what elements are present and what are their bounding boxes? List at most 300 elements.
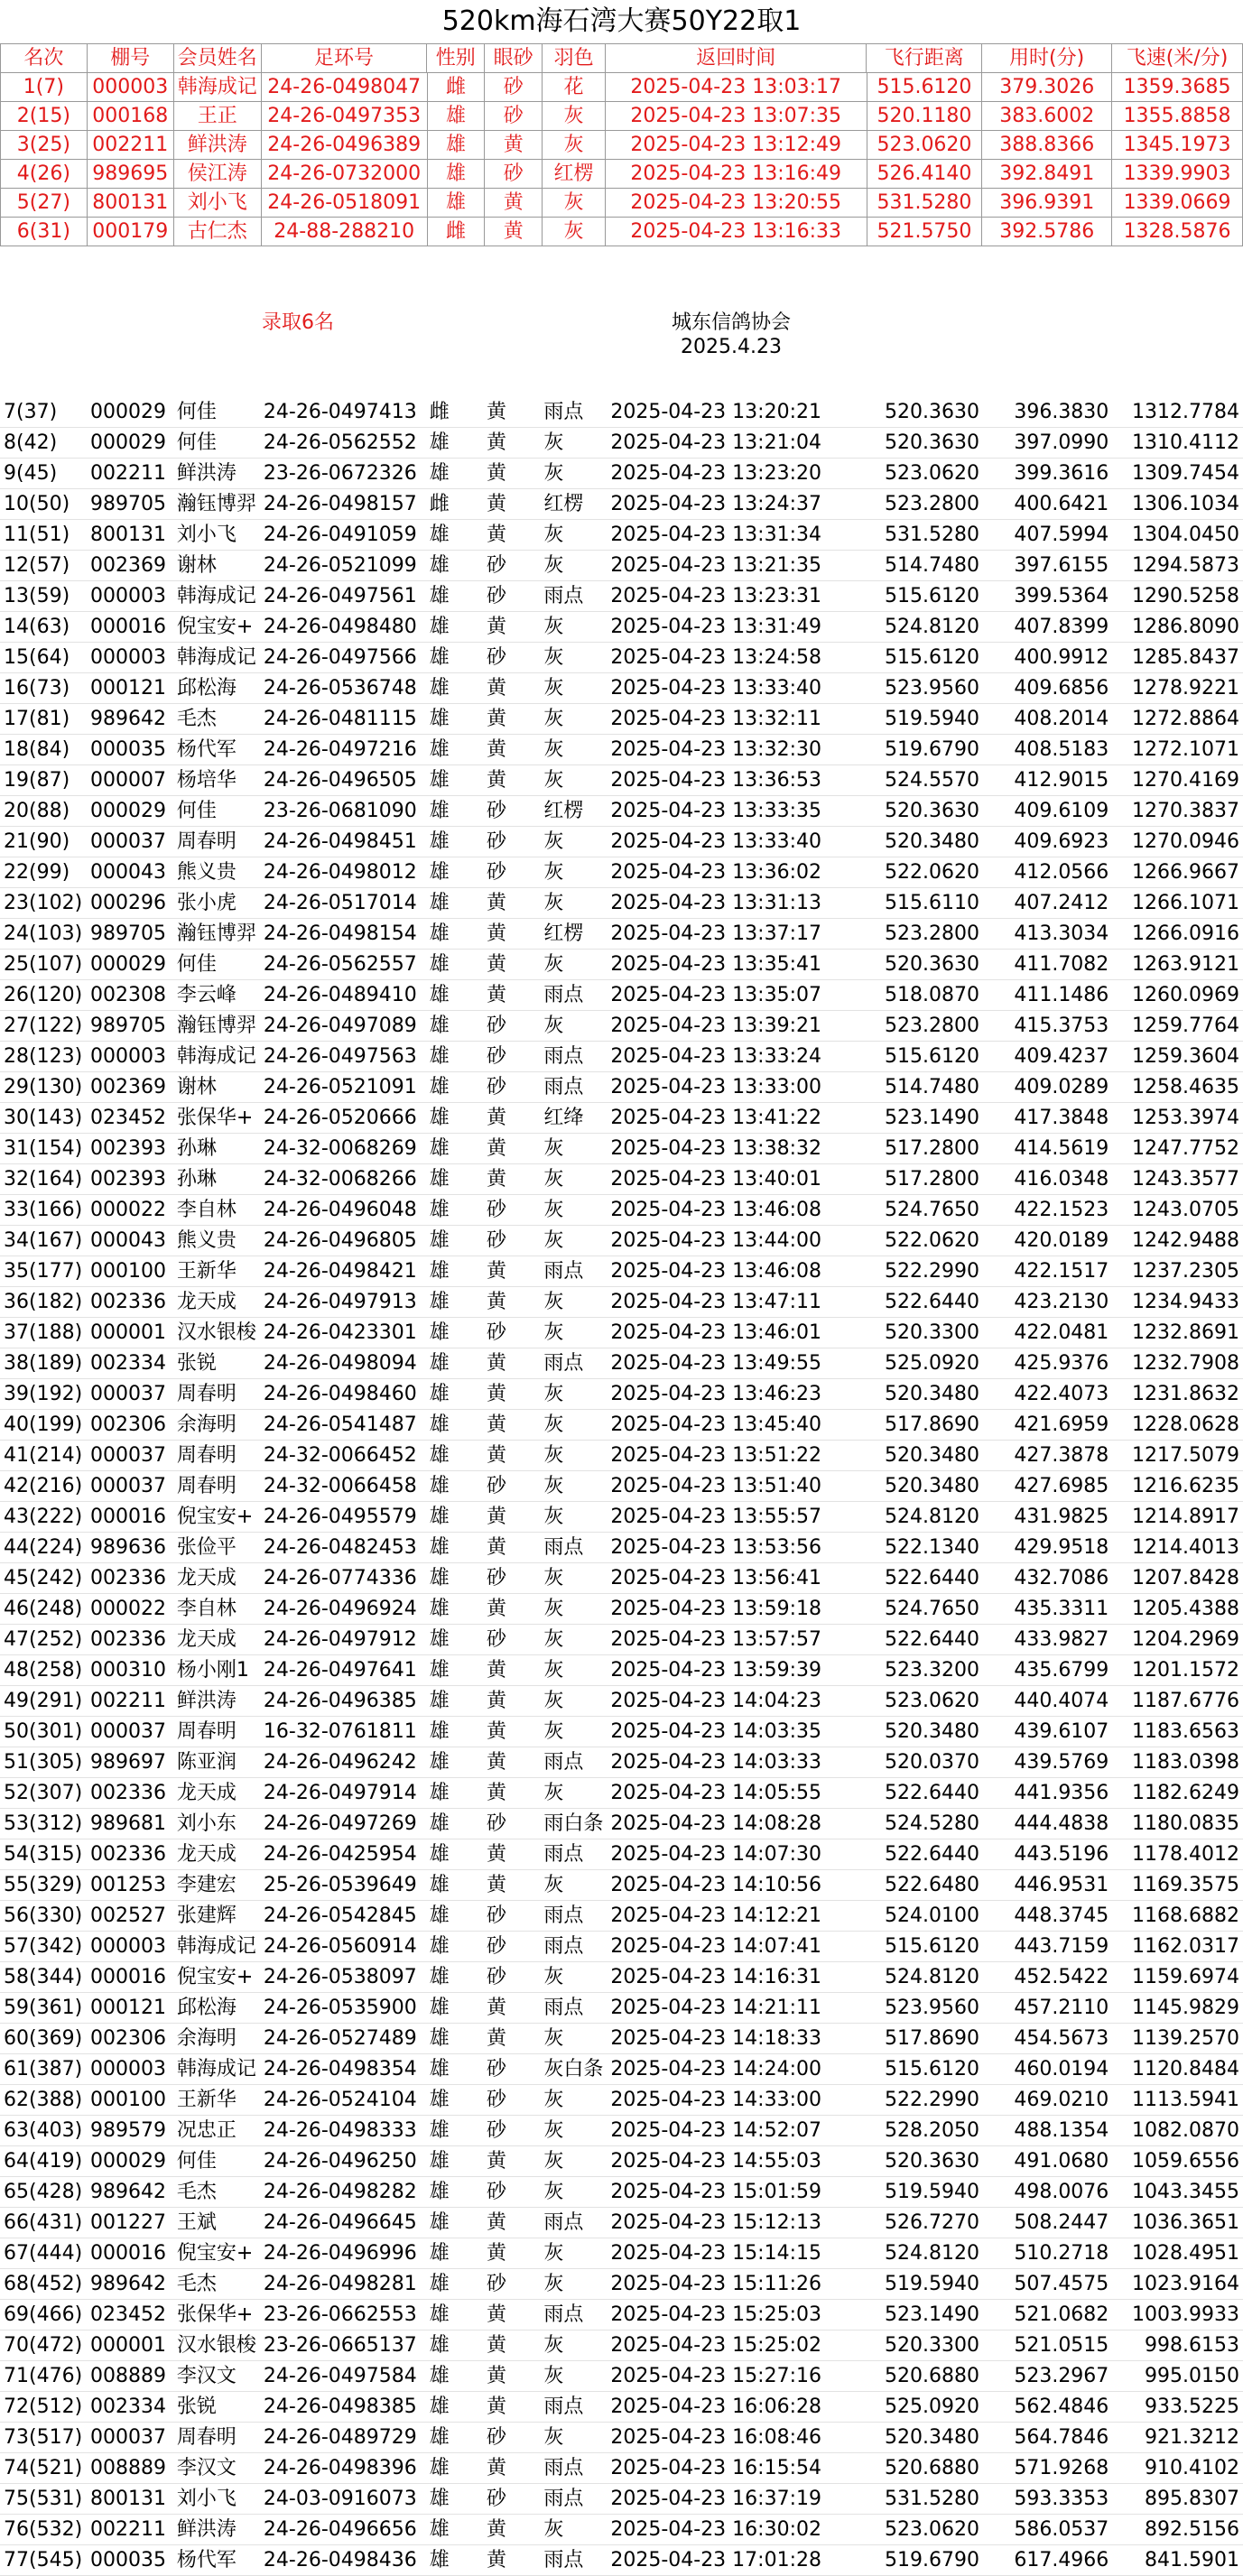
- cell-feather-color: 灰: [540, 520, 607, 551]
- cell-rank: 42(216): [0, 1471, 87, 1502]
- cell-sex: 雄: [426, 827, 483, 857]
- cell-flight-distance: 520.3480: [867, 1441, 983, 1471]
- cell-feather-color: 雨点: [540, 1932, 607, 1962]
- cell-speed: 910.4102: [1112, 2453, 1243, 2484]
- cell-flight-distance: 524.7650: [867, 1594, 983, 1625]
- cell-ring-number: 24-26-0495579: [260, 1502, 426, 1533]
- cell-sex: 雄: [426, 1134, 483, 1164]
- cell-eye-sand: 砂: [483, 1318, 540, 1348]
- cell-ring-number: 24-26-0774336: [260, 1563, 426, 1594]
- table-row: [0, 2453, 1243, 2484]
- cell-speed: 1290.5258: [1112, 581, 1243, 612]
- cell-member-name: 刘小飞: [173, 2484, 260, 2515]
- winners-table: [0, 72, 1243, 246]
- cell-eye-sand: 砂: [483, 2269, 540, 2300]
- cell-feather-color: 灰: [540, 2238, 607, 2269]
- cell-rank: 65(428): [0, 2177, 87, 2208]
- cell-feather-color: 灰: [540, 735, 607, 765]
- cell-ring-number: 24-26-0498436: [260, 2545, 426, 2576]
- header-loft-number: 棚号: [87, 44, 173, 73]
- cell-elapsed-minutes: 396.9391: [982, 189, 1112, 218]
- cell-sex: 雄: [426, 1164, 483, 1195]
- cell-return-time: 2025-04-23 14:10:56: [607, 1870, 867, 1901]
- cell-member-name: 周春明: [173, 2423, 260, 2453]
- cell-rank: 23(102): [0, 888, 87, 919]
- cell-speed: 1214.4013: [1112, 1533, 1243, 1563]
- cell-sex: 雄: [426, 581, 483, 612]
- header-row: [0, 43, 1243, 73]
- cell-member-name: 龙天成: [173, 1839, 260, 1870]
- cell-elapsed-minutes: 422.4073: [983, 1379, 1112, 1410]
- table-row: [0, 1655, 1243, 1686]
- cell-feather-color: 灰: [540, 1502, 607, 1533]
- cell-feather-color: 灰: [540, 2085, 607, 2116]
- organizer-date: 2025.4.23: [681, 336, 782, 358]
- cell-return-time: 2025-04-23 13:16:49: [605, 160, 867, 189]
- cell-eye-sand: 黄: [483, 2361, 540, 2392]
- cell-flight-distance: 524.8120: [867, 612, 983, 643]
- cell-rank: 37(188): [0, 1318, 87, 1348]
- cell-return-time: 2025-04-23 13:07:35: [605, 102, 867, 131]
- cell-eye-sand: 黄: [485, 131, 543, 160]
- cell-member-name: 周春明: [173, 1471, 260, 1502]
- cell-return-time: 2025-04-23 13:33:40: [607, 827, 867, 857]
- cell-sex: 雄: [426, 950, 483, 980]
- cell-flight-distance: 524.5570: [867, 765, 983, 796]
- cell-sex: 雄: [426, 1011, 483, 1042]
- cell-loft-number: 000016: [87, 1962, 173, 1993]
- cell-speed: 995.0150: [1112, 2361, 1243, 2392]
- cell-feather-color: 灰: [540, 1962, 607, 1993]
- cell-sex: 雄: [426, 2545, 483, 2576]
- cell-flight-distance: 514.7480: [867, 551, 983, 581]
- cell-flight-distance: 520.3480: [867, 1471, 983, 1502]
- cell-sex: 雄: [426, 1717, 483, 1747]
- cell-speed: 1234.9433: [1112, 1287, 1243, 1318]
- cell-feather-color: 灰: [540, 704, 607, 735]
- cell-loft-number: 023452: [87, 1103, 173, 1134]
- cell-member-name: 刘小飞: [173, 189, 261, 218]
- cell-rank: 41(214): [0, 1441, 87, 1471]
- cell-member-name: 倪宝安+: [173, 612, 260, 643]
- cell-member-name: 孙琳: [173, 1164, 260, 1195]
- table-row: [0, 1533, 1243, 1563]
- cell-eye-sand: 黄: [483, 1870, 540, 1901]
- cell-eye-sand: 黄: [483, 1839, 540, 1870]
- cell-ring-number: 24-26-0498480: [260, 612, 426, 643]
- cell-member-name: 杨代军: [173, 2545, 260, 2576]
- table-row: [0, 1256, 1243, 1287]
- cell-eye-sand: 黄: [483, 950, 540, 980]
- table-row: [0, 428, 1243, 459]
- cell-eye-sand: 黄: [483, 673, 540, 704]
- cell-rank: 8(42): [0, 428, 87, 459]
- cell-speed: 1232.8691: [1112, 1318, 1243, 1348]
- cell-flight-distance: 522.0620: [867, 857, 983, 888]
- cell-sex: 雄: [426, 1962, 483, 1993]
- cell-sex: 雄: [426, 643, 483, 673]
- cell-elapsed-minutes: 562.4846: [983, 2392, 1112, 2423]
- cell-rank: 2(15): [1, 102, 88, 131]
- cell-ring-number: 24-26-0560914: [260, 1932, 426, 1962]
- cell-rank: 77(545): [0, 2545, 87, 2576]
- cell-elapsed-minutes: 399.5364: [983, 581, 1112, 612]
- cell-loft-number: 002336: [87, 1287, 173, 1318]
- cell-flight-distance: 522.2990: [867, 2085, 983, 2116]
- cell-loft-number: 800131: [87, 520, 173, 551]
- cell-rank: 45(242): [0, 1563, 87, 1594]
- cell-feather-color: 灰: [540, 1164, 607, 1195]
- cell-sex: 雄: [426, 2515, 483, 2545]
- cell-feather-color: 雨点: [540, 2545, 607, 2576]
- cell-loft-number: 989705: [87, 489, 173, 520]
- table-row: [0, 950, 1243, 980]
- table-row: [0, 1042, 1243, 1072]
- cell-eye-sand: 砂: [483, 1962, 540, 1993]
- cell-return-time: 2025-04-23 13:31:49: [607, 612, 867, 643]
- cell-feather-color: 灰: [540, 1287, 607, 1318]
- cell-flight-distance: 520.3480: [867, 2423, 983, 2453]
- cell-member-name: 李自林: [173, 1195, 260, 1226]
- cell-rank: 51(305): [0, 1747, 87, 1778]
- cell-flight-distance: 524.8120: [867, 2238, 983, 2269]
- cell-ring-number: 24-26-0496385: [260, 1686, 426, 1717]
- cell-sex: 雄: [426, 2269, 483, 2300]
- cell-eye-sand: 黄: [483, 2238, 540, 2269]
- cell-feather-color: 灰: [540, 1625, 607, 1655]
- cell-rank: 27(122): [0, 1011, 87, 1042]
- table-row: [0, 612, 1243, 643]
- cell-member-name: 李云峰: [173, 980, 260, 1011]
- cell-ring-number: 24-26-0498282: [260, 2177, 426, 2208]
- cell-elapsed-minutes: 411.1486: [983, 980, 1112, 1011]
- table-row: [0, 765, 1243, 796]
- winner-row: [1, 102, 1243, 131]
- cell-speed: 1270.4169: [1112, 765, 1243, 796]
- cell-eye-sand: 砂: [483, 1011, 540, 1042]
- cell-member-name: 古仁杰: [173, 218, 261, 246]
- cell-flight-distance: 520.6880: [867, 2453, 983, 2484]
- table-row: [0, 1993, 1243, 2024]
- cell-elapsed-minutes: 586.0537: [983, 2515, 1112, 2545]
- cell-rank: 19(87): [0, 765, 87, 796]
- cell-member-name: 侯江涛: [173, 160, 261, 189]
- cell-return-time: 2025-04-23 13:56:41: [607, 1563, 867, 1594]
- cell-feather-color: 灰: [540, 1563, 607, 1594]
- cell-loft-number: 800131: [87, 2484, 173, 2515]
- cell-speed: 1207.8428: [1112, 1563, 1243, 1594]
- cell-eye-sand: 黄: [483, 1686, 540, 1717]
- cell-loft-number: 000003: [87, 643, 173, 673]
- cell-eye-sand: 黄: [483, 428, 540, 459]
- cell-ring-number: 24-26-0497584: [260, 2361, 426, 2392]
- cell-member-name: 倪宝安+: [173, 1962, 260, 1993]
- cell-ring-number: 24-26-0482453: [260, 1533, 426, 1563]
- cell-flight-distance: 520.3630: [867, 428, 983, 459]
- cell-eye-sand: 黄: [483, 2453, 540, 2484]
- cell-return-time: 2025-04-23 15:25:03: [607, 2300, 867, 2330]
- cell-sex: 雄: [426, 1226, 483, 1256]
- table-row: [0, 459, 1243, 489]
- cell-eye-sand: 黄: [483, 489, 540, 520]
- cell-sex: 雄: [426, 2330, 483, 2361]
- cell-member-name: 杨代军: [173, 735, 260, 765]
- cell-elapsed-minutes: 593.3353: [983, 2484, 1112, 2515]
- cell-return-time: 2025-04-23 16:06:28: [607, 2392, 867, 2423]
- cell-member-name: 鲜洪涛: [173, 1686, 260, 1717]
- cell-eye-sand: 砂: [483, 1625, 540, 1655]
- cell-speed: 1059.6556: [1112, 2146, 1243, 2177]
- cell-rank: 74(521): [0, 2453, 87, 2484]
- cell-ring-number: 24-26-0498154: [260, 919, 426, 950]
- table-row: [0, 1686, 1243, 1717]
- cell-elapsed-minutes: 440.4074: [983, 1686, 1112, 1717]
- cell-return-time: 2025-04-23 13:32:11: [607, 704, 867, 735]
- cell-elapsed-minutes: 510.2718: [983, 2238, 1112, 2269]
- cell-ring-number: 24-26-0496048: [260, 1195, 426, 1226]
- table-row: [0, 1932, 1243, 1962]
- cell-speed: 1304.0450: [1112, 520, 1243, 551]
- cell-flight-distance: 523.0620: [867, 131, 982, 160]
- cell-loft-number: 000001: [87, 2330, 173, 2361]
- cell-return-time: 2025-04-23 13:46:08: [607, 1195, 867, 1226]
- cell-flight-distance: 515.6120: [867, 643, 983, 673]
- cell-rank: 9(45): [0, 459, 87, 489]
- cell-sex: 雄: [426, 1870, 483, 1901]
- cell-eye-sand: 黄: [483, 1441, 540, 1471]
- cell-eye-sand: 黄: [483, 1594, 540, 1625]
- cell-eye-sand: 黄: [483, 1348, 540, 1379]
- cell-speed: 1328.5876: [1112, 218, 1243, 246]
- cell-feather-color: 灰: [543, 131, 606, 160]
- cell-feather-color: 灰: [540, 428, 607, 459]
- cell-member-name: 何佳: [173, 428, 260, 459]
- cell-feather-color: 雨点: [540, 2392, 607, 2423]
- cell-eye-sand: 黄: [483, 2024, 540, 2054]
- cell-member-name: 龙天成: [173, 1563, 260, 1594]
- header-member-name: 会员姓名: [173, 44, 261, 73]
- cell-member-name: 熊义贵: [173, 857, 260, 888]
- cell-return-time: 2025-04-23 13:46:08: [607, 1256, 867, 1287]
- cell-sex: 雄: [426, 1839, 483, 1870]
- cell-ring-number: 24-26-0538097: [260, 1962, 426, 1993]
- cell-speed: 1003.9933: [1112, 2300, 1243, 2330]
- cell-sex: 雄: [426, 1778, 483, 1809]
- cell-flight-distance: 525.0920: [867, 1348, 983, 1379]
- cell-return-time: 2025-04-23 13:40:01: [607, 1164, 867, 1195]
- cell-member-name: 龙天成: [173, 1778, 260, 1809]
- cell-flight-distance: 526.7270: [867, 2208, 983, 2238]
- cell-rank: 44(224): [0, 1533, 87, 1563]
- cell-return-time: 2025-04-23 13:55:57: [607, 1502, 867, 1533]
- cell-member-name: 毛杰: [173, 2269, 260, 2300]
- cell-speed: 1228.0628: [1112, 1410, 1243, 1441]
- cell-speed: 1120.8484: [1112, 2054, 1243, 2085]
- cell-speed: 1183.0398: [1112, 1747, 1243, 1778]
- cell-member-name: 周春明: [173, 1441, 260, 1471]
- header-return-time: 返回时间: [606, 44, 867, 73]
- cell-sex: 雄: [426, 2054, 483, 2085]
- cell-return-time: 2025-04-23 13:31:13: [607, 888, 867, 919]
- cell-return-time: 2025-04-23 14:03:33: [607, 1747, 867, 1778]
- cell-loft-number: 000003: [87, 2054, 173, 2085]
- table-row: [0, 2423, 1243, 2453]
- cell-feather-color: 灰白条: [540, 2054, 607, 2085]
- cell-eye-sand: 黄: [483, 888, 540, 919]
- cell-loft-number: 000296: [87, 888, 173, 919]
- cell-member-name: 张锐: [173, 2392, 260, 2423]
- cell-loft-number: 000100: [87, 2085, 173, 2116]
- cell-rank: 62(388): [0, 2085, 87, 2116]
- cell-rank: 70(472): [0, 2330, 87, 2361]
- cell-eye-sand: 砂: [483, 827, 540, 857]
- cell-elapsed-minutes: 432.7086: [983, 1563, 1112, 1594]
- cell-sex: 雄: [426, 1993, 483, 2024]
- cell-return-time: 2025-04-23 13:39:21: [607, 1011, 867, 1042]
- organizer-name: 城东信鸽协会: [671, 311, 791, 334]
- cell-sex: 雄: [426, 1195, 483, 1226]
- cell-eye-sand: 黄: [485, 189, 543, 218]
- cell-loft-number: 002308: [87, 980, 173, 1011]
- cell-sex: 雄: [426, 1318, 483, 1348]
- cell-eye-sand: 黄: [483, 459, 540, 489]
- cell-return-time: 2025-04-23 13:35:07: [607, 980, 867, 1011]
- cell-rank: 58(344): [0, 1962, 87, 1993]
- cell-ring-number: 24-32-0066452: [260, 1441, 426, 1471]
- cell-member-name: 邱松海: [173, 673, 260, 704]
- cell-eye-sand: 砂: [483, 2484, 540, 2515]
- cell-elapsed-minutes: 431.9825: [983, 1502, 1112, 1533]
- cell-sex: 雄: [426, 551, 483, 581]
- cell-loft-number: 000022: [87, 1594, 173, 1625]
- cell-rank: 50(301): [0, 1717, 87, 1747]
- cell-feather-color: 灰: [540, 643, 607, 673]
- cell-sex: 雄: [426, 1103, 483, 1134]
- cell-flight-distance: 522.6440: [867, 1563, 983, 1594]
- cell-elapsed-minutes: 454.5673: [983, 2024, 1112, 2054]
- cell-member-name: 王新华: [173, 1256, 260, 1287]
- cell-ring-number: 24-26-0517014: [260, 888, 426, 919]
- cell-speed: 1082.0870: [1112, 2116, 1243, 2146]
- cell-flight-distance: 517.8690: [867, 1410, 983, 1441]
- cell-loft-number: 989579: [87, 2116, 173, 2146]
- cell-rank: 31(154): [0, 1134, 87, 1164]
- cell-flight-distance: 523.0620: [867, 1686, 983, 1717]
- cell-sex: 雄: [426, 735, 483, 765]
- cell-return-time: 2025-04-23 13:33:00: [607, 1072, 867, 1103]
- cell-rank: 18(84): [0, 735, 87, 765]
- cell-rank: 56(330): [0, 1901, 87, 1932]
- cell-return-time: 2025-04-23 13:33:24: [607, 1042, 867, 1072]
- table-row: [0, 1103, 1243, 1134]
- cell-flight-distance: 520.3300: [867, 2330, 983, 2361]
- cell-flight-distance: 524.8120: [867, 1962, 983, 1993]
- cell-flight-distance: 517.2800: [867, 1134, 983, 1164]
- cell-speed: 1178.4012: [1112, 1839, 1243, 1870]
- cell-eye-sand: 砂: [485, 160, 543, 189]
- cell-loft-number: 000035: [87, 735, 173, 765]
- winner-row: [1, 218, 1243, 246]
- cell-return-time: 2025-04-23 13:45:40: [607, 1410, 867, 1441]
- cell-elapsed-minutes: 460.0194: [983, 2054, 1112, 2085]
- cell-return-time: 2025-04-23 13:36:53: [607, 765, 867, 796]
- cell-loft-number: 000029: [87, 950, 173, 980]
- cell-sex: 雄: [427, 189, 485, 218]
- cell-member-name: 何佳: [173, 2146, 260, 2177]
- cell-flight-distance: 523.2800: [867, 1011, 983, 1042]
- table-row: [0, 1901, 1243, 1932]
- cell-member-name: 王斌: [173, 2208, 260, 2238]
- cell-sex: 雌: [427, 73, 485, 102]
- cell-loft-number: 000037: [87, 2423, 173, 2453]
- cell-flight-distance: 523.9560: [867, 673, 983, 704]
- cell-feather-color: 雨点: [540, 1042, 607, 1072]
- results-table: [0, 397, 1243, 2576]
- cell-flight-distance: 522.6440: [867, 1625, 983, 1655]
- cell-flight-distance: 520.6880: [867, 2361, 983, 2392]
- cell-rank: 20(88): [0, 796, 87, 827]
- cell-ring-number: 24-26-0496505: [260, 765, 426, 796]
- cell-member-name: 韩海成记: [173, 2054, 260, 2085]
- cell-flight-distance: 519.5940: [867, 2177, 983, 2208]
- cell-flight-distance: 524.5280: [867, 1809, 983, 1839]
- cell-ring-number: 24-26-0541487: [260, 1410, 426, 1441]
- cell-elapsed-minutes: 439.6107: [983, 1717, 1112, 1747]
- cell-return-time: 2025-04-23 13:47:11: [607, 1287, 867, 1318]
- cell-feather-color: 灰: [540, 2116, 607, 2146]
- cell-member-name: 周春明: [173, 1717, 260, 1747]
- cell-rank: 54(315): [0, 1839, 87, 1870]
- cell-sex: 雄: [426, 1563, 483, 1594]
- cell-feather-color: 灰: [540, 1594, 607, 1625]
- cell-elapsed-minutes: 523.2967: [983, 2361, 1112, 2392]
- cell-speed: 1205.4388: [1112, 1594, 1243, 1625]
- cell-return-time: 2025-04-23 13:46:23: [607, 1379, 867, 1410]
- cell-member-name: 王正: [173, 102, 261, 131]
- cell-flight-distance: 523.0620: [867, 459, 983, 489]
- cell-speed: 1309.7454: [1112, 459, 1243, 489]
- cell-loft-number: 000016: [87, 2238, 173, 2269]
- cell-member-name: 瀚钰博羿: [173, 489, 260, 520]
- cell-rank: 10(50): [0, 489, 87, 520]
- cell-loft-number: 000037: [87, 1471, 173, 1502]
- cell-speed: 1159.6974: [1112, 1962, 1243, 1993]
- header-ring-number: 足环号: [261, 44, 427, 73]
- cell-ring-number: 24-26-0498281: [260, 2269, 426, 2300]
- cell-member-name: 余海明: [173, 1410, 260, 1441]
- cell-eye-sand: 黄: [483, 2146, 540, 2177]
- cell-ring-number: 24-26-0520666: [260, 1103, 426, 1134]
- cell-sex: 雄: [426, 2208, 483, 2238]
- cell-loft-number: 002211: [87, 131, 173, 160]
- table-row: [0, 2515, 1243, 2545]
- cell-rank: 32(164): [0, 1164, 87, 1195]
- cell-feather-color: 雨点: [540, 980, 607, 1011]
- cell-return-time: 2025-04-23 15:14:15: [607, 2238, 867, 2269]
- cell-speed: 1217.5079: [1112, 1441, 1243, 1471]
- table-row: [0, 827, 1243, 857]
- cell-member-name: 韩海成记: [173, 73, 261, 102]
- cell-speed: 1216.6235: [1112, 1471, 1243, 1502]
- cell-speed: 1266.0916: [1112, 919, 1243, 950]
- cell-elapsed-minutes: 521.0682: [983, 2300, 1112, 2330]
- cell-sex: 雄: [426, 1042, 483, 1072]
- cell-rank: 4(26): [1, 160, 88, 189]
- cell-ring-number: 24-26-0521091: [260, 1072, 426, 1103]
- cell-flight-distance: 515.6120: [867, 2054, 983, 2085]
- cell-member-name: 倪宝安+: [173, 1502, 260, 1533]
- cell-eye-sand: 砂: [485, 73, 543, 102]
